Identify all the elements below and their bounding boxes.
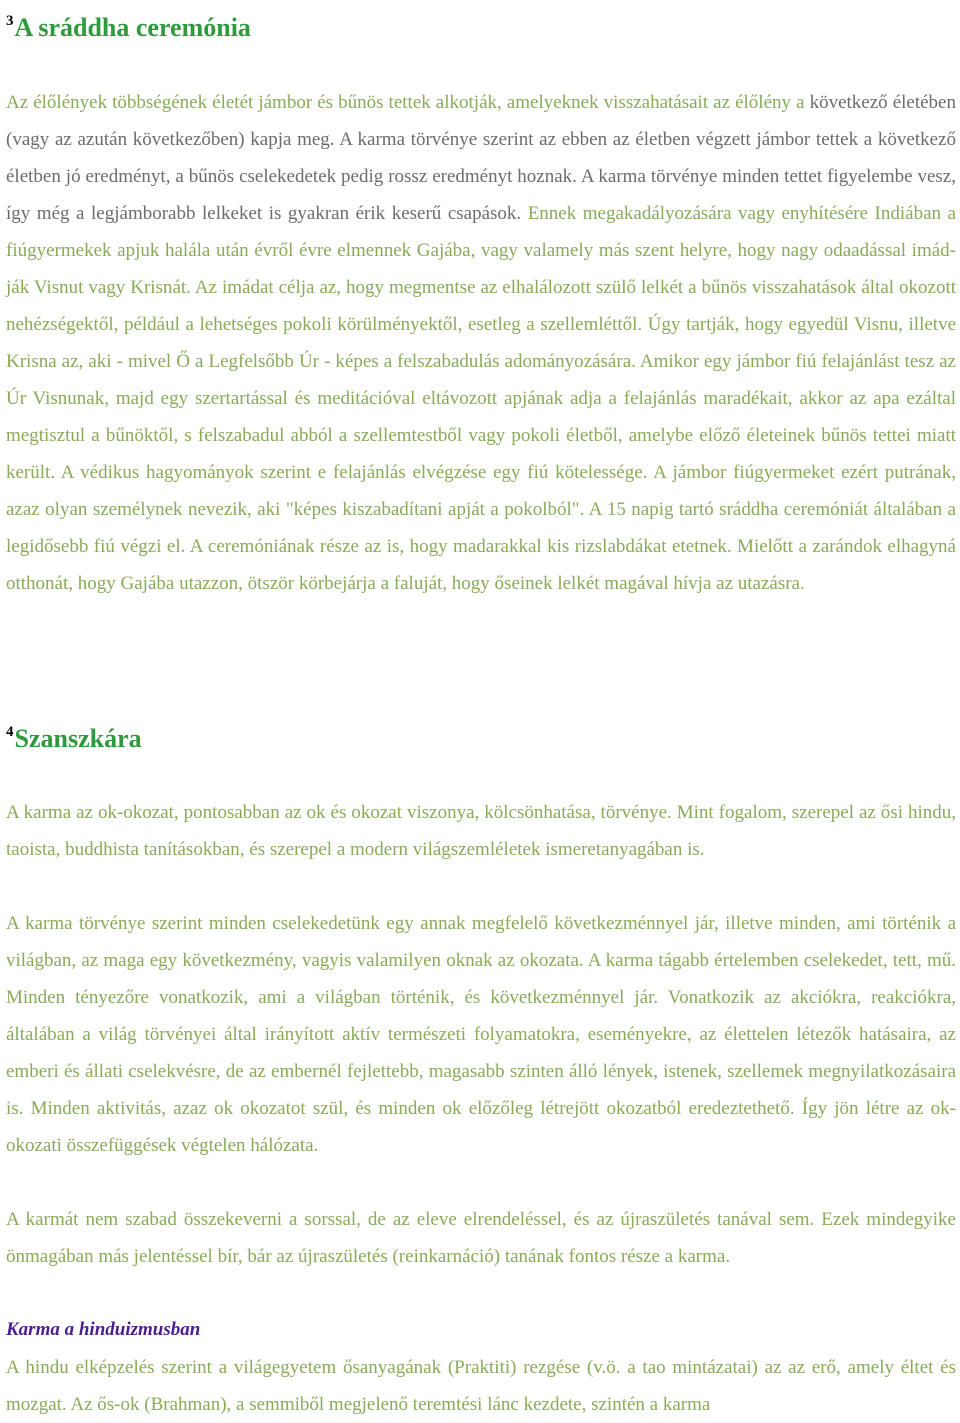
section-title: A sráddha ceremónia	[14, 13, 251, 42]
section-heading-szanszkara	[6, 716, 142, 755]
text-run: Ennek megakadályozására vagy enyhítésére Indiában a fiúgyermekek apjuk halála után évről évre elmennek Gajába, vagy valamely más szent helyre, hogy nagy odaadással imád-ják Visnut vagy Krisnát. Az imádat célja az, hogy megmentse az elhalálozott szülő lelkét a bűnös visszahatások által okozott nehézségektől, például a lehetséges pokoli körülményektől, esetleg a szellemléttől. Úgy tartják, hogy egyedül Visnu, illetve Krisna az, aki - mivel Ő a Legfelsőbb Úr - képes a felszabadulás adományozására. Amikor egy jámbor fiú felajánlást tesz az Úr Visnunak, majd egy szertartással és meditációval eltávozott apjának adja a felajánlás maradékait, akkor az apa ezáltal megtisztul a bűnöktől, s felszabadul abból a szellemtestből vagy pokoli életből, amelybe előző életeinek bűnös tettei miatt került. A védikus hagyományok szerint e felajánlás elvégzése egy fiú kötelessége. A jámbor fiúgyermeket ezért putrának, azaz olyan személynek nevezik, aki "képes kiszabadítani apját a pokolból". A 15 napig tartó sráddha ceremóniát általában a legidősebb fiú végzi el. A ceremóniának része az is, hogy madarakkal kis rizslabdákat etetnek. Mielőtt a zarándok elhagyná otthonát, hogy Gajába utazzon, ötször körbejárja a faluját, hogy őseinek lelkét magával hívja az utazásra.	[6, 203, 956, 594]
text-run: következő életében (vagy az azután következőben) kapja meg. A karma törvénye szerint az ebben az életben végzett jámbor tettek a következő életben jó eredményt, a bűnös cselekedetek pedig rossz eredményt hoznak. A karma törvénye minden tettet figyelembe vesz, így még a legjámborabb lelkeket is gyakran érik keserű csapások.	[6, 92, 956, 224]
footnote-marker: 3	[6, 13, 14, 29]
paragraph-karma-law: A karma törvénye szerint minden cselekedetünk egy annak megfelelő következménnyel jár, illetve minden, ami történik a világban, az maga egy következmény, vagyis valamilyen oknak az okozata. A karma tágabb értelemben cselekedet, tett, mű. Minden tényezőre vonatkozik, ami a világban történik, és következménnyel jár. Vonatkozik az akciókra, reakciókra, általában a világ törvényei által irányított aktív természeti folyamatokra, eseményekre, az élettelen létezők hatásaira, az emberi és állati cselekvésre, de az embernél fejlettebb, magasabb szinten álló lények, istenek, szellemek megnyilatkozásaira is. Minden aktivitás, azaz ok okozatot szül, és minden ok előzőleg létrejött okozatból eredeztethető. Így jön létre az ok-okozati összefüggések végtelen hálózata.	[6, 913, 956, 1156]
paragraph-sraddha	[6, 84, 956, 602]
paragraph-karma-definition: A karma az ok-okozat, pontosabban az ok és okozat viszonya, kölcsönhatása, törvénye. Mint fogalom, szerepel az ősi hindu, taoista, buddhista tanításokban, és szerepel a modern világszemléletek ismeretanyagában is.	[6, 802, 956, 860]
section-heading-sraddha	[6, 5, 251, 44]
paragraph-karma-hinduism: A hindu elképzelés szerint a világegyetem ősanyagának (Praktiti) rezgése (v.ö. a tao mintázatai) az az erő, amely éltet és mozgat. Az ős-ok (Brahman), a semmiből megjelenő teremtési lánc kezdete, szintén a karma	[6, 1357, 956, 1415]
text-run: Az élőlények többségének életét jámbor és bűnös tettek alkotják, amelyeknek visszahatásait az élőlény a	[6, 92, 810, 113]
section-title: Szanszkára	[14, 724, 142, 753]
footnote-marker: 4	[6, 724, 14, 740]
subheading-karma-hinduism: Karma a hinduizmusban	[6, 1319, 201, 1340]
paragraph-karma-distinction: A karmát nem szabad összekeverni a sorssal, de az eleve elrendeléssel, és az újraszületés tanával sem. Ezek mindegyike önmagában más jelentéssel bír, bár az újraszületés (reinkarnáció) tanának fontos része a karma.	[6, 1209, 956, 1267]
